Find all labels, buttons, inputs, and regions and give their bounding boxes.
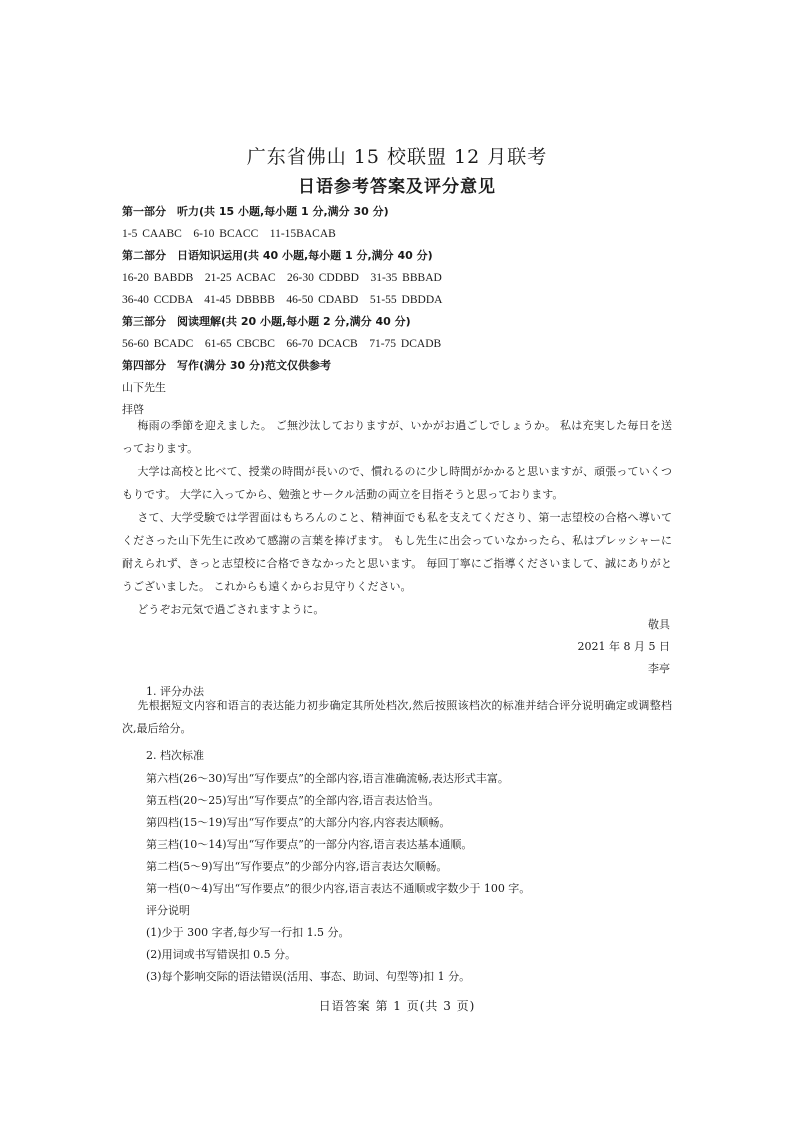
letter-paragraph-4: どうぞお元気で過ごされますように。 bbox=[137, 603, 325, 616]
letter-paragraph-3: さて、大学受験では学習面はもちろんのこと、精神面でも私を支えてくださり、第一志望校の合格へ導いてくださった山下先生に改めて感謝の言葉を捧げます。 もし先生に出会っていなかったら、私はプレッシャーに耐えられず、きっと志望校に合格できなかったと思います。 毎回丁寧にご指導くださいまして、誠にありがとうございました。 これからも遠くからお見守りください。 bbox=[122, 511, 672, 593]
letter-signature: 李亭 bbox=[648, 662, 670, 675]
letter-date: 2021 年 8 月 5 日 bbox=[577, 640, 670, 653]
scoring-level-1: 第一档(0～4)写出“写作要点”的很少内容,语言表达不通顺或字数少于 100 字。 bbox=[146, 882, 531, 895]
document-title: 广东省佛山 15 校联盟 12 月联考 bbox=[246, 146, 548, 168]
scoring-note-2: (2)用词或书写错误扣 0.5 分。 bbox=[146, 948, 297, 961]
letter-recipient: 山下先生 bbox=[122, 381, 166, 394]
part2-answers-row2: 36-40 CCDBA 41-45 DBBBB 46-50 CDABD 51-55 DBDDA bbox=[122, 294, 443, 306]
letter-paragraph-1: 梅雨の季節を迎えました。 ご無沙汰しておりますが、いかがお過ごしでしょうか。 私は充実した毎日を送っております。 bbox=[122, 419, 672, 455]
page-footer: 日语答案 第 1 页(共 3 页) bbox=[318, 999, 476, 1013]
letter-closing: 敬具 bbox=[648, 618, 670, 631]
part1-answers: 1-5 CAABC 6-10 BCACC 11-15BACAB bbox=[122, 228, 336, 240]
scoring-method-text: 先根据短文内容和语言的表达能力初步确定其所处档次,然后按照该档次的标准并结合评分说明确定或调整档次,最后给分。 bbox=[122, 699, 672, 735]
part1-heading: 第一部分 听力(共 15 小题,每小题 1 分,满分 30 分) bbox=[122, 205, 389, 218]
scoring-level-3: 第三档(10～14)写出“写作要点”的一部分内容,语言表达基本通顺。 bbox=[146, 838, 473, 851]
part2-heading: 第二部分 日语知识运用(共 40 小题,每小题 1 分,满分 40 分) bbox=[122, 249, 433, 262]
scoring-notes-title: 评分说明 bbox=[146, 904, 190, 917]
part4-heading: 第四部分 写作(满分 30 分)范文仅供参考 bbox=[122, 359, 332, 372]
scoring-method-title: 1. 评分办法 bbox=[146, 685, 204, 698]
scoring-note-1: (1)少于 300 字者,每少写一行扣 1.5 分。 bbox=[146, 926, 350, 939]
scoring-level-6: 第六档(26～30)写出“写作要点”的全部内容,语言准确流畅,表达形式丰富。 bbox=[146, 772, 509, 785]
scoring-levels-title: 2. 档次标准 bbox=[146, 749, 204, 762]
letter-paragraph-2: 大学は高校と比べて、授業の時間が長いので、慣れるのに少し時間がかかると思いますが、頑張っていくつもりです。 大学に入ってから、勉強とサークル活動の両立を目指そうと思っております。 bbox=[122, 465, 672, 501]
part3-heading: 第三部分 阅读理解(共 20 小题,每小题 2 分,满分 40 分) bbox=[122, 315, 411, 328]
scoring-level-4: 第四档(15～19)写出“写作要点”的大部分内容,内容表达顺畅。 bbox=[146, 816, 451, 829]
scoring-note-3: (3)每个影响交际的语法错误(活用、事态、助词、句型等)扣 1 分。 bbox=[146, 970, 471, 983]
part3-answers: 56-60 BCADC 61-65 CBCBC 66-70 DCACB 71-75 DCADB bbox=[122, 338, 442, 350]
document-subtitle: 日语参考答案及评分意见 bbox=[298, 177, 496, 197]
scoring-level-2: 第二档(5～9)写出“写作要点”的少部分内容,语言表达欠顺畅。 bbox=[146, 860, 448, 873]
letter-greeting: 拝啓 bbox=[122, 403, 144, 416]
part2-answers-row1: 16-20 BABDB 21-25 ACBAC 26-30 CDDBD 31-35 BBBAD bbox=[122, 272, 442, 284]
scoring-level-5: 第五档(20～25)写出“写作要点”的全部内容,语言表达恰当。 bbox=[146, 794, 440, 807]
